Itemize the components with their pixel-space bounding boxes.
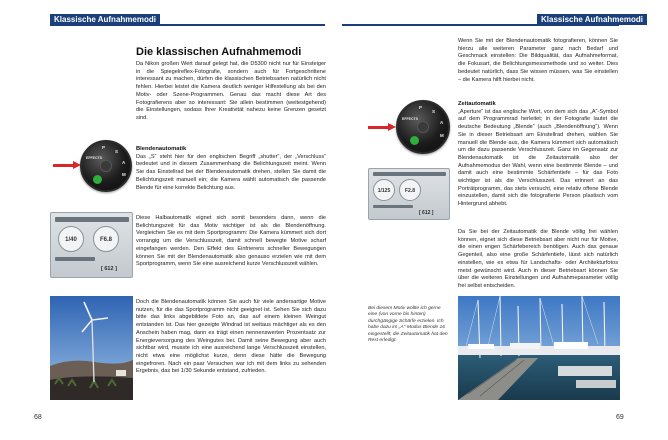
harbor-photo: [458, 296, 620, 400]
page-number-left: 68: [34, 414, 42, 421]
blendenautomatik-section: [136, 146, 326, 192]
blendenautomatik-continued: Wenn Sie mit der Blendenautomatik fotografieren, können Sie hierzu alle weiteren Parameter ganz nach Bedarf und Geschmack einstellen: Die Bildqualität, das Aufnahmeformat, die Fokusart, die Belichtungsmessmethode und so weiter. Dies bedeutet natürlich, dass Sie wissen müssen, was Sie einstellen – die Kamera hilft hierbei nicht.: [458, 38, 618, 83]
blendenautomatik-text: Das „S“ steht hier für den englischen Begriff „shutter“, der „Verschluss“ bedeutet und in diesem Zusammenhang die Belichtungszeit meint. Wenn Sie das Einstellrad bei der Blendenautomatik drehen, stellen Sie damit die Belichtungszeit manuell ein; die Kamera wählt automatisch die passende Blende für eine korrekte Belichtung aus.: [136, 153, 326, 191]
red-arrow-icon: [368, 126, 389, 129]
section-header-label: Klassische Aufnahmemodi: [537, 14, 647, 25]
intro-paragraph: Da Nikon großen Wert darauf gelegt hat, die D5300 nicht nur für Einsteiger in die Spiegelreflex-Fotografie, sondern auch für Fortgeschrittene interessant zu machen, dürfen die klassischen Betriebsarten natürlich nicht fehlen. Hierbei leistet die Kamera deutlich weniger Hilfestellung als bei den Motiv- oder Szene-Programmen. Genau das macht diese Art des Fotografierens aber so interessant: Sie allein bestimmen (weitestgehend) die Einstellungen, sodass Ihrer Kreativität nahezu keine Grenzen gesetzt sind.: [136, 61, 326, 121]
exposure-scale: [55, 257, 95, 261]
auto-mode-icon: [410, 136, 419, 145]
aperture-value: F2.8: [399, 179, 421, 201]
dial-knob: [100, 160, 112, 172]
shots-remaining: [ 612 ]: [419, 210, 434, 216]
blendenautomatik-heading: Blendenautomatik: [136, 146, 187, 152]
display-top-bar: [55, 217, 129, 222]
page-number-right: 69: [616, 414, 624, 421]
page-title: Die klassischen Aufnahmemodi: [136, 46, 302, 58]
right-page: [334, 0, 668, 440]
mode-dial-icon: P S A M EFFECTS: [396, 100, 450, 154]
halbautomatik-paragraph: Diese Halbautomatik eignet sich somit besonders dann, wenn die Belichtungszeit für das Motiv wichtiger ist als die Blendenöffnung. Vergleichen Sie es mit dem Sportprogramm: Die Kamera kümmert sich dort vorrangig um die Verschlusszeit, damit schnell bewegte Motive scharf eingefangen werden. Den Effekt des Einfrierens schneller Bewegungen können Sie mit der Blendenautomatik also genauso erzielen wie mit dem Sportprogramm, wenn Sie eine ausreichend kurze Verschlusszeit wählen.: [136, 215, 326, 268]
zeitautomatik-text: „Aperture“ ist das englische Wort, von dem sich das „A“-Symbol auf dem Programmrad herleitet; in der Fotografie lautet die deutsche Bedeutung „Blende“ (auch „Blendenöffnung“). Wenn Sie in dieser Betriebsart am Einstellrad drehen, wählen Sie manuell die Blende aus, die Kamera kümmert sich automatisch um die dazu passende Verschlusszeit. Ganz im Gegensatz zur Blendenautomatik ist die Zeitautomatik also der Aufnahmemodus der Wahl, wenn eine bestimmte Blende – und damit auch eine bestimmte Schärfentiefe – für das Foto wichtiger ist als die Verschlusszeit. Das erinnert an das Porträtprogramm, das stets versucht, eine relativ offene Blende einzustellen, damit sich die fotografierte Person plastisch vom Hintergrund abhebt.: [458, 108, 618, 208]
windmill-photo: [50, 296, 133, 400]
exposure-scale: [373, 205, 413, 208]
schaerfentiefe-paragraph: Da Sie bei der Zeitautomatik die Blende völlig frei wählen können, eignet sich diese Betriebsart aber nicht nur für Motive, die einen engen Schärfebereich benötigen. Auch das genaue Gegenteil, also eine große Schärfentiefe, lässt sich natürlich einstellen, wie es etwa für Landschafts- oder Architekturfotos meist gewünscht wird. Auch in dieser Betriebsart können Sie über die weiteren Einstellungen und Aufnahmeparameter völlig frei selbst entscheiden.: [458, 229, 618, 289]
zeitautomatik-heading: Zeitautomatik: [458, 101, 496, 107]
zeitautomatik-section: [458, 101, 618, 209]
mode-dial-icon: P S A M EFFECTS: [80, 140, 132, 192]
display-top-bar: [373, 172, 446, 176]
section-header-label: Klassische Aufnahmemodi: [50, 14, 160, 25]
shutter-value: 1/40: [58, 226, 84, 252]
camera-info-display: [368, 168, 450, 220]
photo-caption: Bei diesem Motiv wollte ich gerne eine (von vorne bis hinten) durchgängige Schärfe erzielen. Ich habe dazu im „A“-Modus Blende 16 eingestellt; die Zeitautomatik hat den Rest erledigt.: [368, 306, 448, 344]
shots-remaining: [ 612 ]: [101, 266, 117, 272]
dial-knob: [417, 121, 429, 133]
shutter-value: 1/125: [373, 179, 395, 201]
auto-mode-icon: [93, 175, 102, 184]
red-arrow-icon: [53, 164, 74, 167]
camera-info-display: [50, 212, 133, 278]
aperture-value: F6.8: [93, 226, 119, 252]
windrad-paragraph: Doch die Blendenautomatik können Sie auch für viele andersartige Motive nutzen, für die das Sportprogramm nicht geeignet ist. Sehen Sie sich dazu bitte das links abgebildete Foto an, das auf einem kleinen Weingut entstanden ist. Das hier gezeigte Windrad ist weitaus mächtiger als es den Anschein haben mag, dann es trägt einen nennenswerten Prozentsatz zur Energieversorgung des Weingutes bei. Damit seine Bewegung aber auch sichtbar wird, musste ich eine ausreichend lange Verschlusszeit einstellen, nicht etwa eine möglichst kurze, denn diese hätte die Bewegung eingefroren. Nach ein paar Versuchen war ich mit dem links zu sehenden Ergebnis, das bei 1/30 Sekunde entstand, zufrieden.: [136, 299, 326, 375]
